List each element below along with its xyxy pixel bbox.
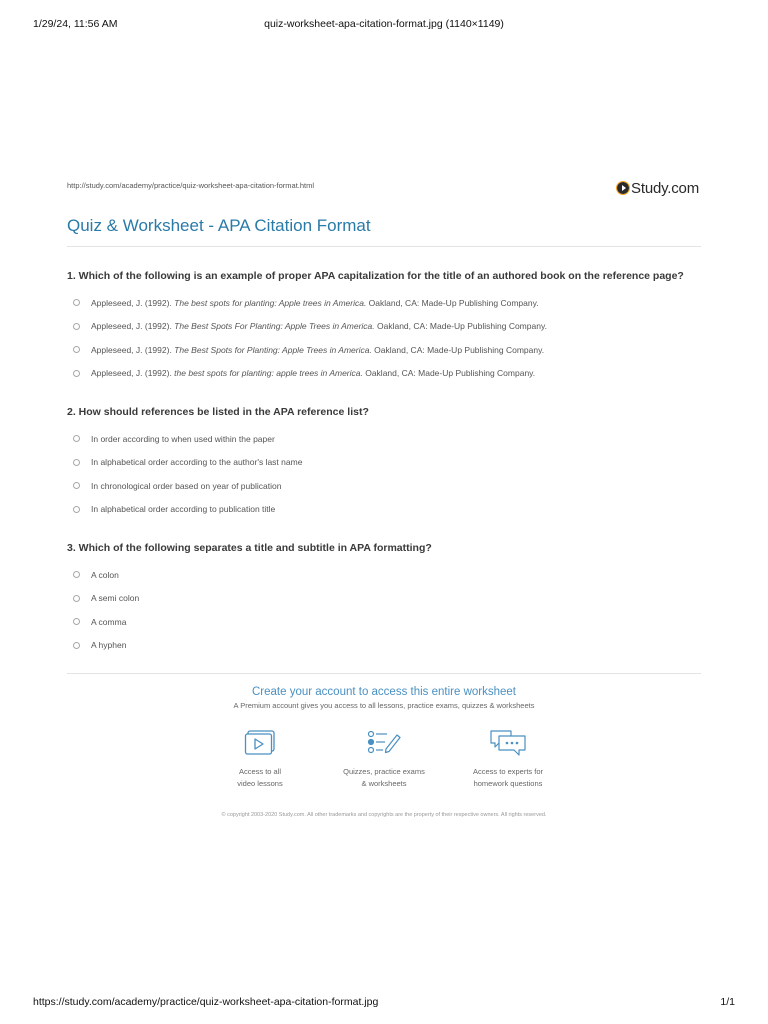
brand-name: Study.com <box>631 179 699 197</box>
radio-button[interactable] <box>73 618 80 625</box>
answer-text-prefix: A hyphen <box>91 640 127 651</box>
answer-text <box>91 593 139 603</box>
answer-choice[interactable] <box>67 610 701 634</box>
answer-text-prefix: In chronological order based on year of publication <box>91 480 282 491</box>
feature-quizzes <box>324 728 444 789</box>
promo-title[interactable]: Create your account to access this entire worksheet <box>252 686 516 698</box>
answer-text-italic: the best spots for planting: apple trees in America. <box>174 368 363 379</box>
print-footer <box>33 996 735 1010</box>
answer-text <box>91 640 126 650</box>
print-document-title: quiz-worksheet-apa-citation-format.jpg (1140×1149) <box>264 18 504 30</box>
answer-text <box>91 457 302 467</box>
print-datetime: 1/29/24, 11:56 AM <box>33 18 118 30</box>
answer-choice[interactable] <box>67 427 701 451</box>
answer-text <box>91 434 275 444</box>
answer-text <box>91 504 275 514</box>
radio-button[interactable] <box>73 370 80 377</box>
feature-label-line1: Access to all <box>238 767 282 776</box>
answer-text-suffix: Oakland, CA: Made-Up Publishing Company. <box>374 321 547 332</box>
feature-label-line1: Quizzes, practice exams <box>343 767 425 776</box>
answer-choice[interactable] <box>67 362 701 386</box>
radio-button[interactable] <box>73 323 80 330</box>
answer-text-prefix: Appleseed, J. (1992). <box>91 321 175 332</box>
feature-label-line2: homework questions <box>473 778 543 788</box>
feature-list <box>67 728 701 789</box>
answer-text <box>91 570 119 580</box>
question-text: 1. Which of the following is an example of proper APA capitalization for the title of an authored book on the reference page? <box>67 270 684 282</box>
answer-choice[interactable] <box>67 451 701 475</box>
answer-choice[interactable] <box>67 587 701 611</box>
answer-choice[interactable] <box>67 315 701 339</box>
answer-choice[interactable] <box>67 498 701 522</box>
feature-label-line2: & worksheets <box>361 778 407 788</box>
answer-text-suffix: Oakland, CA: Made-Up Publishing Company. <box>371 344 545 355</box>
worksheet <box>67 172 701 820</box>
answer-text-prefix: In order according to when used within the paper <box>91 433 275 444</box>
radio-button[interactable] <box>73 642 80 649</box>
answer-text <box>91 321 547 331</box>
answer-choices <box>67 563 701 657</box>
divider <box>67 673 701 674</box>
answer-text-prefix: A semi colon <box>91 593 140 604</box>
answer-text-italic: The Best Spots For Planting: Apple Trees in America. <box>174 321 375 332</box>
question <box>67 404 701 521</box>
study-logo <box>617 178 699 198</box>
copyright-notice: © copyright 2003-2020 Study.com. All other trademarks and copyrights are the property of their respective owners. All rights reserved. <box>221 812 547 818</box>
radio-button[interactable] <box>73 346 80 353</box>
worksheet-header <box>67 172 701 202</box>
answer-text-suffix: Oakland, CA: Made-Up Publishing Company. <box>362 368 536 379</box>
video-lessons-icon <box>244 729 276 757</box>
answer-text <box>91 298 539 308</box>
radio-button[interactable] <box>73 459 80 466</box>
answer-text-suffix: Oakland, CA: Made-Up Publishing Company. <box>366 297 539 308</box>
radio-button[interactable] <box>73 482 80 489</box>
answer-text-prefix: In alphabetical order according to publication title <box>91 504 276 515</box>
answer-choice[interactable] <box>67 338 701 362</box>
answer-choices <box>67 291 701 385</box>
feature-experts <box>448 728 568 789</box>
radio-button[interactable] <box>73 506 80 513</box>
feature-label-line1: Access to experts for <box>472 767 544 776</box>
print-url: https://study.com/academy/practice/quiz-worksheet-apa-citation-format.jpg <box>33 996 379 1008</box>
answer-text <box>91 617 126 627</box>
print-page-number: 1/1 <box>720 996 735 1008</box>
question-list <box>67 268 701 657</box>
question <box>67 540 701 657</box>
question-text: 3. Which of the following separates a title and subtitle in APA formatting? <box>67 542 432 554</box>
answer-choice[interactable] <box>67 563 701 587</box>
promo-subtitle: A Premium account gives you access to all lessons, practice exams, quizzes & worksheets <box>233 701 535 710</box>
feature-label-line2: video lessons <box>237 778 283 788</box>
feature-video-lessons <box>200 728 320 789</box>
play-icon <box>617 182 629 194</box>
answer-choice[interactable] <box>67 474 701 498</box>
answer-text-prefix: A comma <box>91 616 127 627</box>
source-url: http://study.com/academy/practice/quiz-worksheet-apa-citation-format.html <box>67 181 315 190</box>
expert-chat-icon <box>489 728 527 758</box>
answer-text <box>91 345 544 355</box>
answer-text-prefix: Appleseed, J. (1992). <box>91 297 175 308</box>
answer-text-italic: The best spots for planting: Apple trees in America. <box>174 297 367 308</box>
premium-promo <box>67 686 701 820</box>
radio-button[interactable] <box>73 571 80 578</box>
radio-button[interactable] <box>73 595 80 602</box>
answer-text-italic: The Best Spots for Planting: Apple Trees in America. <box>174 344 372 355</box>
answer-text-prefix: Appleseed, J. (1992). <box>91 368 175 379</box>
answer-text-prefix: In alphabetical order according to the author's last name <box>91 457 303 468</box>
answer-choice[interactable] <box>67 634 701 658</box>
divider <box>67 246 701 247</box>
question <box>67 268 701 385</box>
answer-text-prefix: A colon <box>91 569 119 580</box>
question-text: 2. How should references be listed in the APA reference list? <box>67 406 369 418</box>
answer-choices <box>67 427 701 521</box>
print-header <box>33 18 735 32</box>
page-title: Quiz & Worksheet - APA Citation Format <box>67 216 371 235</box>
answer-choice[interactable] <box>67 291 701 315</box>
radio-button[interactable] <box>73 435 80 442</box>
answer-text-prefix: Appleseed, J. (1992). <box>91 344 175 355</box>
answer-text <box>91 368 535 378</box>
radio-button[interactable] <box>73 299 80 306</box>
quiz-checklist-icon <box>367 729 401 757</box>
answer-text <box>91 481 281 491</box>
